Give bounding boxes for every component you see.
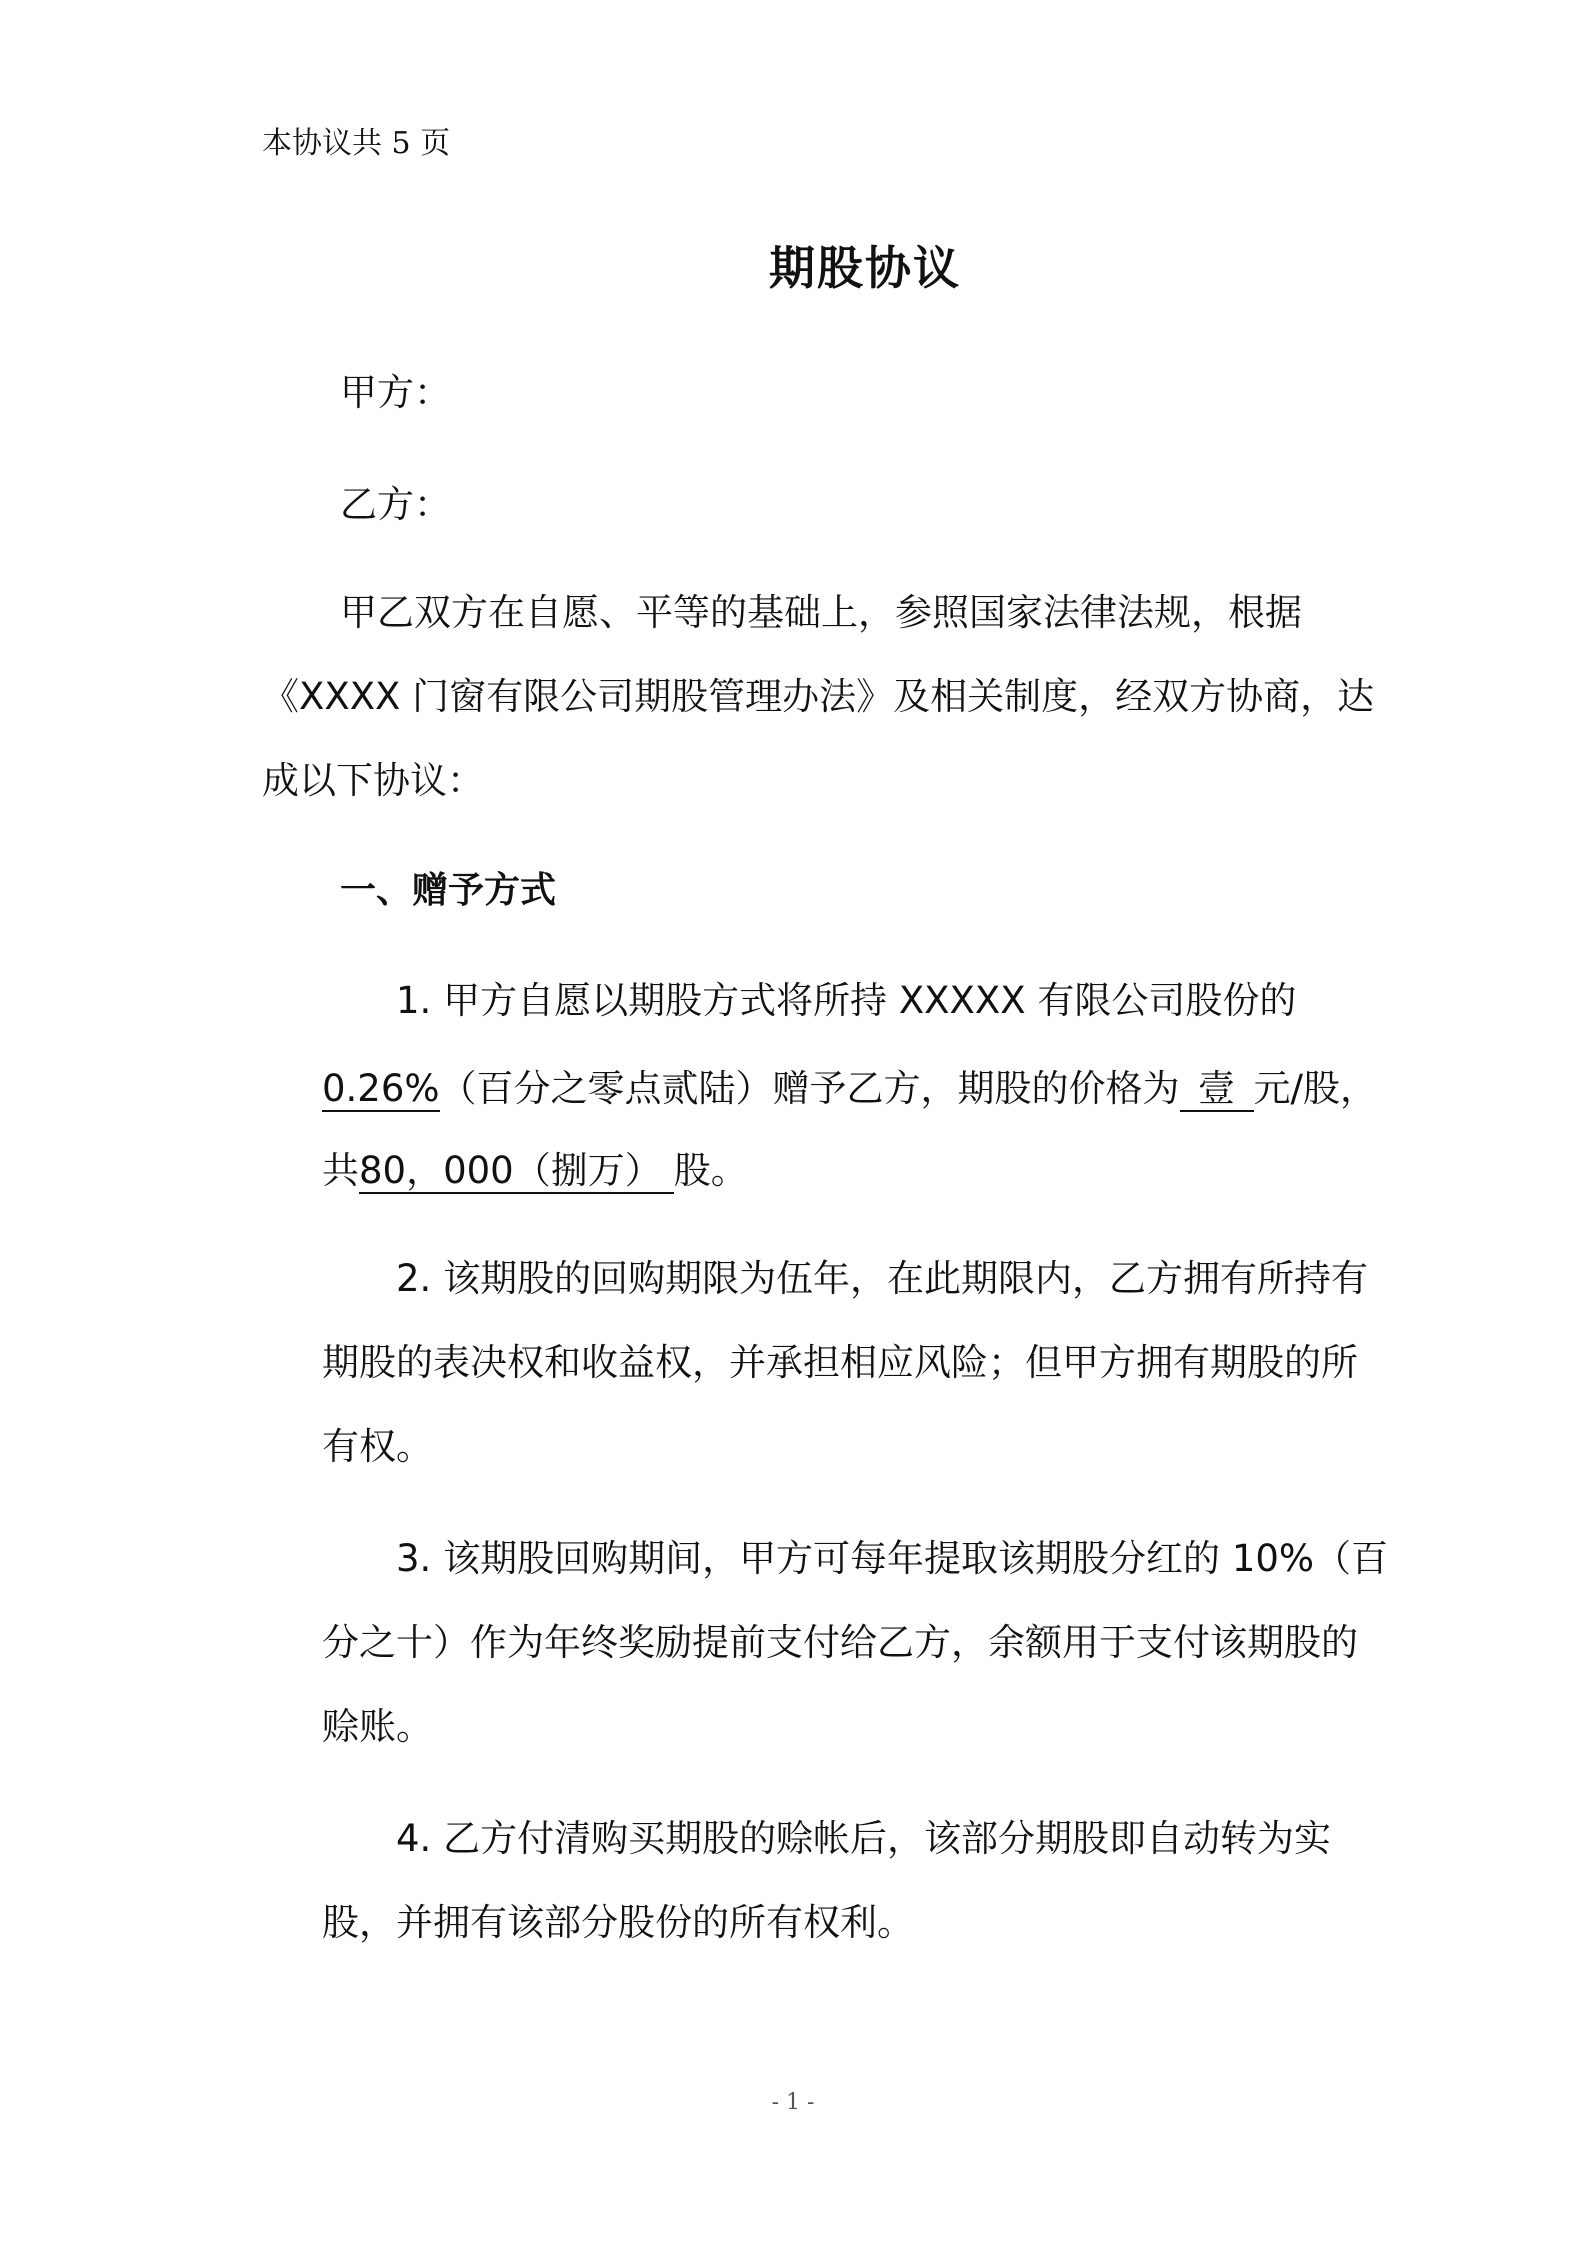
- share-total-value: 80，000（捌万）: [359, 1150, 674, 1194]
- clause-line: 3. 该期股回购期间，甲方可每年提取该期股分红的 10%（百: [396, 1537, 1389, 1580]
- party-b-label: 乙方：: [340, 483, 451, 526]
- clause-line: 1. 甲方自愿以期股方式将所持 XXXXX 有限公司股份的: [396, 979, 1297, 1022]
- clause-line: 股，并拥有该部分股份的所有权利。: [322, 1901, 914, 1944]
- clause-text: （百分之零点贰陆）赠予乙方，期股的价格为: [439, 1067, 1180, 1110]
- clause-line: 赊账。: [322, 1705, 433, 1748]
- share-percent-value: 0.26%: [322, 1067, 440, 1110]
- page-number: - 1 -: [771, 2090, 815, 2115]
- preamble-line: 成以下协议：: [262, 759, 484, 802]
- party-a-label: 甲方：: [340, 371, 451, 414]
- clause-line: [322, 1146, 748, 1196]
- clause-text: 共: [322, 1149, 359, 1192]
- share-price-value: 壹: [1180, 1068, 1254, 1112]
- clause-line: 4. 乙方付清购买期股的赊帐后，该部分期股即自动转为实: [396, 1817, 1332, 1860]
- page-count-note: 本协议共 5 页: [262, 126, 451, 161]
- clause-text: 股。: [673, 1149, 748, 1192]
- preamble-line: 《XXXX 门窗有限公司期股管理办法》及相关制度，经双方协商，达: [262, 675, 1375, 718]
- clause-text: 元/股，: [1253, 1067, 1378, 1110]
- document-title: 期股协议: [769, 241, 961, 295]
- section-heading: 一、赠予方式: [340, 870, 557, 911]
- clause-line: 期股的表决权和收益权，并承担相应风险；但甲方拥有期股的所: [322, 1341, 1358, 1384]
- clause-line: 2. 该期股的回购期限为伍年，在此期限内，乙方拥有所持有: [396, 1257, 1369, 1300]
- clause-line: 分之十）作为年终奖励提前支付给乙方，余额用于支付该期股的: [322, 1621, 1358, 1664]
- clause-line: 有权。: [322, 1425, 433, 1468]
- preamble-line: 甲乙双方在自愿、平等的基础上，参照国家法律法规，根据: [340, 591, 1302, 634]
- clause-line: [322, 1064, 1377, 1114]
